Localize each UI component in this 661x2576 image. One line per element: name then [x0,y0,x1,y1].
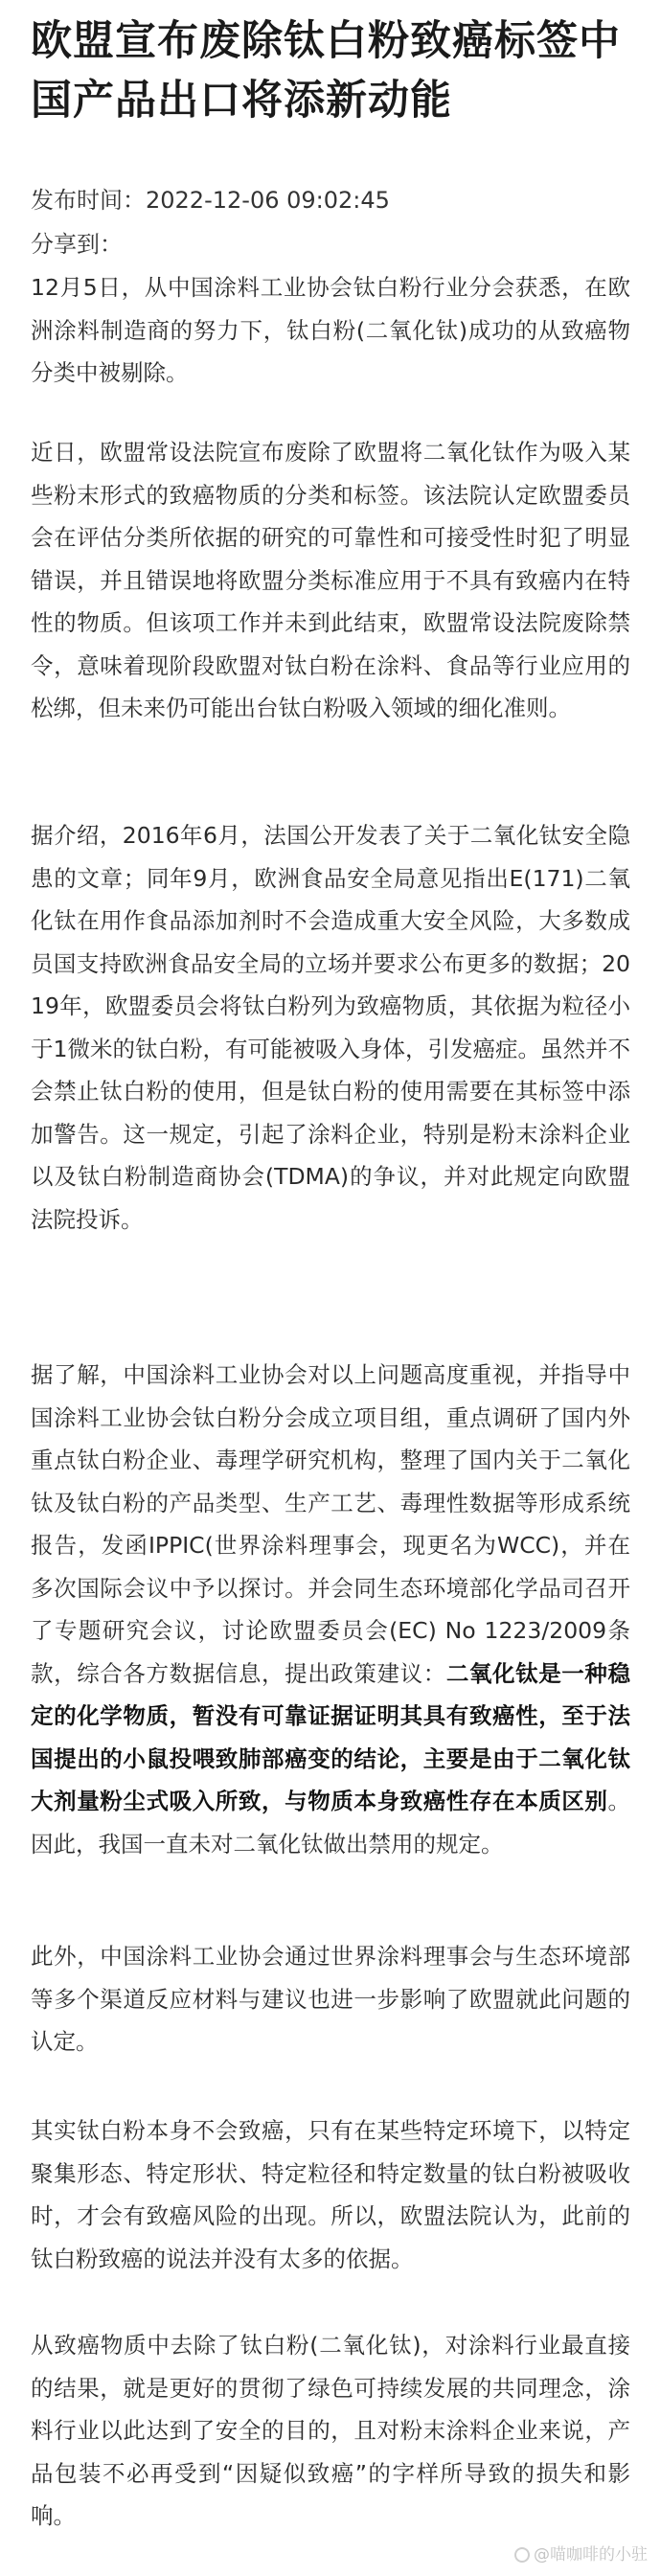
watermark [514,2541,648,2565]
weibo-icon [514,2547,530,2563]
watermark-text: @喵咖啡的小驻 [534,2545,648,2565]
paragraph-1: 12月5日，从中国涂料工业协会钛白粉行业分会获悉，在欧洲涂料制造商的努力下，钛白粉(二氧化钛)成功的从致癌物分类中被剔除。 [31,274,630,386]
paragraph-4-ending: 。因此，我国一直未对二氧化钛做出禁用的规定。 [31,1788,630,1858]
paragraph-5: 此外，中国涂料工业协会通过世界涂料理事会与生态环境部等多个渠道反应材料与建议也进一步影响了欧盟就此问题的认定。 [31,1943,630,2055]
share-label[interactable]: 分享到： [31,231,123,258]
paragraph-7: 从致癌物质中去除了钛白粉(二氧化钛)，对涂料行业最直接的结果，就是更好的贯彻了绿色可持续发展的共同理念，涂料行业以此达到了安全的目的，且对粉末涂料企业来说，产品包装不必再受到“因疑似致癌”的字样所导致的损失和影响。 [31,2332,630,2529]
paragraph-4-emphasis: 二氧化钛是一种稳定的化学物质，暂没有可靠证据证明其具有致癌性，至于法国提出的小鼠投喂致肺部癌变的结论，主要是由于二氧化钛大剂量粉尘式吸入所致，与物质本身致癌性存在本质区别 [31,1659,631,1814]
page-title: 欧盟宣布废除钛白粉致癌标签中国产品出口将添新动能 [31,17,621,125]
publish-time-value: 2022-12-06 09:02:45 [146,187,390,214]
publish-time-label: 发布时间： [31,187,146,214]
paragraph-4-text: 据了解，中国涂料工业协会对以上问题高度重视，并指导中国涂料工业协会钛白粉分会成立项目组，重点调研了国内外重点钛白粉企业、毒理学研究机构，整理了国内关于二氧化钛及钛白粉的产品类型、生产工艺、毒理性数据等形成系统报告，发函IPPIC(世界涂料理事会，现更名为WCC)，并在多次国际会议中予以探讨。并会同生态环境部化学品司召开了专题研究会议，讨论欧盟委员会(EC) No 1223/2009条款，综合各方数据信息，提出政策建议： [31,1361,630,1687]
publish-time-row [31,184,390,217]
paragraph-3: 据介绍，2016年6月，法国公开发表了关于二氧化钛安全隐患的文章；同年9月，欧洲食品安全局意见指出E(171)二氧化钛在用作食品添加剂时不会造成重大安全风险，大多数成员国支持欧洲食品安全局的立场并要求公布更多的数据；2019年，欧盟委员会将钛白粉列为致癌物质，其依据为粒径小于1微米的钛白粉，有可能被吸入身体，引发癌症。虽然并不会禁止钛白粉的使用，但是钛白粉的使用需要在其标签中添加警告。这一规定，引起了涂料企业，特别是粉末涂料企业以及钛白粉制造商协会(TDMA)的争议，并对此规定向欧盟法院投诉。 [31,822,630,1233]
paragraph-2: 近日，欧盟常设法院宣布废除了欧盟将二氧化钛作为吸入某些粉末形式的致癌物质的分类和标签。该法院认定欧盟委员会在评估分类所依据的研究的可靠性和可接受性时犯了明显错误，并且错误地将欧盟分类标准应用于不具有致癌内在特性的物质。但该项工作并未到此结束，欧盟常设法院废除禁令，意味着现阶段欧盟对钛白粉在涂料、食品等行业应用的松绑，但未来仍可能出台钛白粉吸入领域的细化准则。 [31,439,630,721]
paragraph-4 [31,1354,630,1865]
paragraph-6: 其实钛白粉本身不会致癌，只有在某些特定环境下，以特定聚集形态、特定形状、特定粒径和特定数量的钛白粉被吸收时，才会有致癌风险的出现。所以，欧盟法院认为，此前的钛白粉致癌的说法并没有太多的依据。 [31,2117,630,2272]
